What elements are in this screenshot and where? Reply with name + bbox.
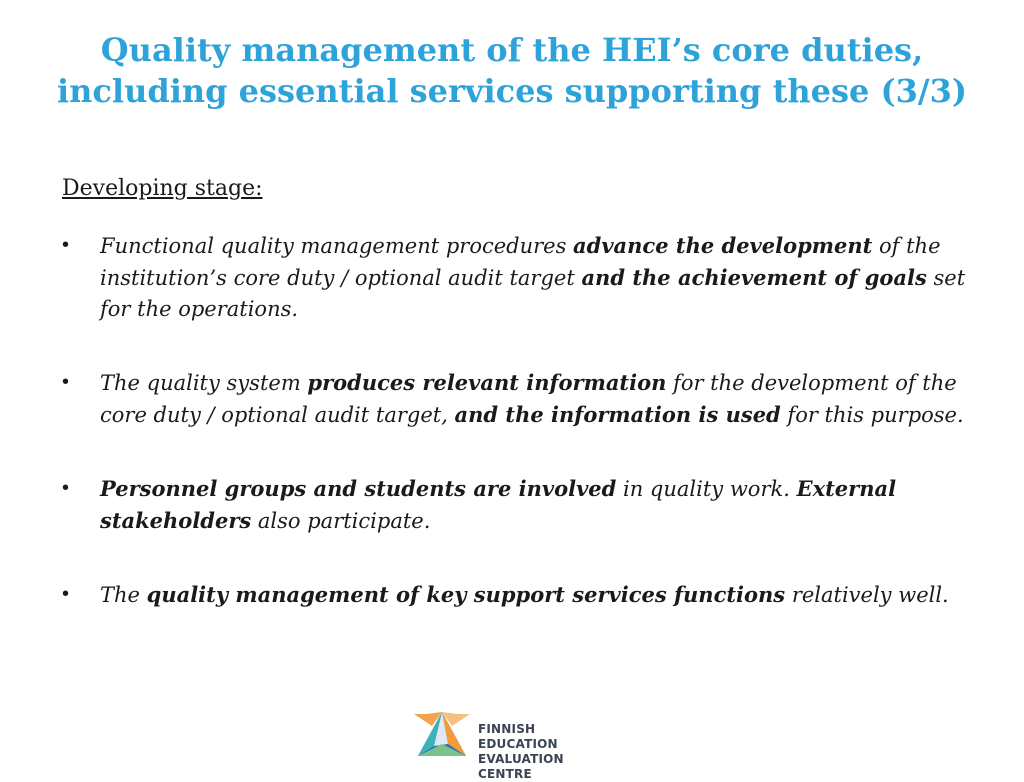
slide-title-line-1: Quality management of the HEI’s core duties,: [100, 31, 924, 69]
bullet-text: for this purpose.: [780, 403, 964, 427]
bullet-list: [62, 230, 982, 653]
bullet-emphasis: Personnel groups and students are involved: [100, 476, 617, 501]
bullet-item: [62, 230, 982, 325]
bullet-text: of the institution’s core duty / optional audit target: [100, 234, 941, 290]
bullet-emphasis: and the information is used: [454, 402, 781, 427]
bullet-emphasis: advance the development: [573, 233, 873, 258]
bullet-marker: •: [62, 583, 70, 605]
bullet-text: in quality work.: [616, 477, 797, 501]
bullet-item: [62, 367, 982, 431]
bullet-text: Functional quality management procedures: [100, 234, 574, 258]
bullet-marker: •: [62, 477, 70, 499]
bullet-marker: •: [62, 234, 70, 256]
logo-text-line-2: EVALUATION CENTRE: [478, 752, 564, 781]
bullet-text: for the development of the core duty / optional audit target,: [100, 371, 957, 427]
feec-logo-mark-icon: [414, 706, 470, 762]
bullet-emphasis: External stakeholders: [100, 476, 897, 533]
slide-title-line-2: including essential services supporting these (3/3): [57, 72, 967, 110]
bullet-item: [62, 579, 982, 611]
bullet-item: [62, 473, 982, 537]
bullet-text: The: [100, 583, 147, 607]
logo-text: [478, 722, 614, 782]
bullet-text: relatively well.: [785, 583, 949, 607]
bullet-emphasis: produces relevant information: [307, 370, 667, 395]
bullet-marker: •: [62, 371, 70, 393]
stage-heading: Developing stage:: [62, 176, 263, 201]
bullet-text: The quality system: [100, 371, 308, 395]
finnish-education-evaluation-centre-logo: [414, 706, 614, 781]
bullet-emphasis: quality management of key support services functions: [146, 582, 786, 607]
slide-title: [40, 30, 984, 112]
bullet-text: also participate.: [251, 509, 431, 533]
bullet-text: set for the operations.: [100, 266, 966, 321]
bullet-emphasis: and the achievement of goals: [581, 265, 927, 290]
logo-text-line-1: FINNISH EDUCATION: [478, 722, 558, 751]
